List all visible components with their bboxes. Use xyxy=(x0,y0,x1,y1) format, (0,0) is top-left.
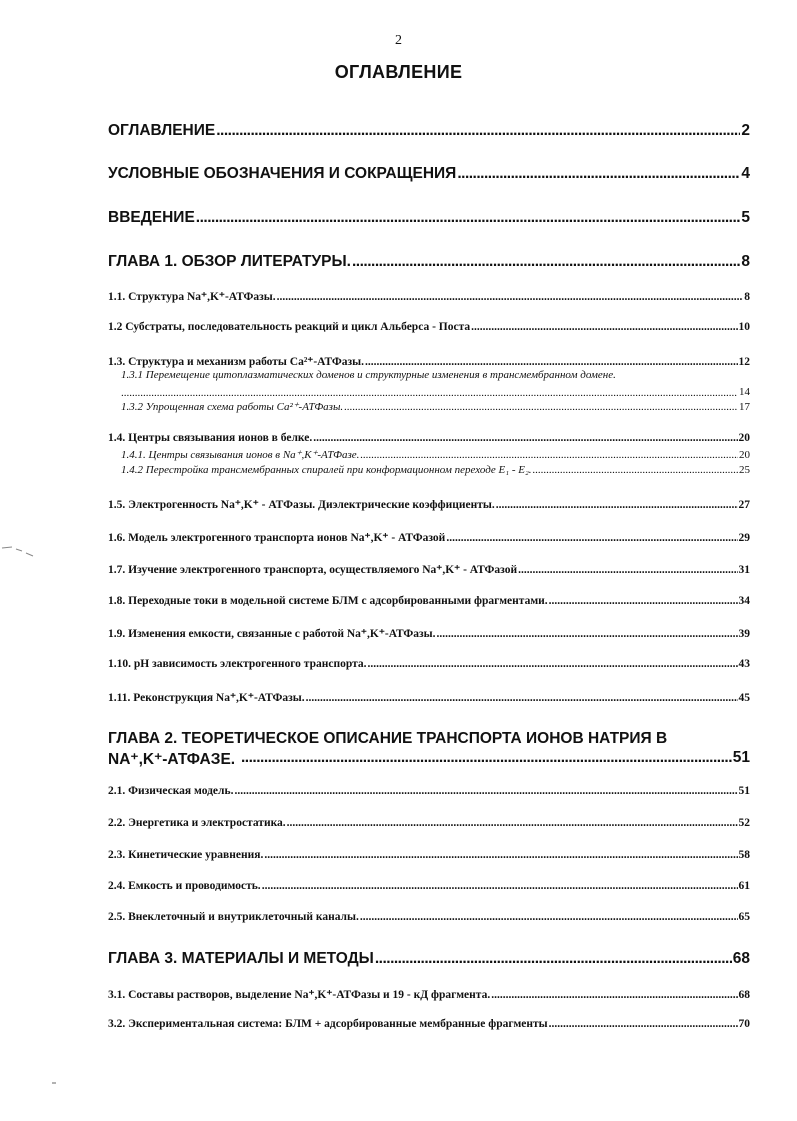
toc-entry-label: 1.8. Переходные токи в модельной системе БЛМ с адсорбированными фрагментами. xyxy=(108,595,548,607)
toc-entry-label: 2.5. Внеклеточный и внутриклеточный каналы. xyxy=(108,911,359,923)
toc-entry-label: 2.4. Емкость и проводимость. xyxy=(108,880,261,892)
toc-entry-1-3-2[interactable] xyxy=(121,400,750,413)
toc-entry-1-11[interactable] xyxy=(108,690,750,704)
toc-entry-label: ВВЕДЕНИЕ xyxy=(108,209,195,226)
toc-entry-label: 2.1. Физическая модель. xyxy=(108,785,234,797)
toc-page-number: 2 xyxy=(741,122,750,139)
toc-page-number: 14 xyxy=(739,386,750,398)
toc-entry-1-4[interactable] xyxy=(108,432,750,444)
toc-entry-label: 1.4. Центры связывания ионов в белке. xyxy=(108,432,313,444)
dot-leader xyxy=(277,291,744,303)
toc-entry-1-4-1[interactable] xyxy=(121,448,750,461)
dot-leader xyxy=(446,532,737,544)
toc-entry-label: 1.1. Структура Na⁺,K⁺-АТФазы. xyxy=(108,291,276,303)
toc-entry-1-3-1[interactable] xyxy=(121,369,750,381)
toc-entry-label: 1.6. Модель электрогенного транспорта ионов Na⁺,K⁺ - АТФазой xyxy=(108,532,446,544)
scan-speck-mark xyxy=(50,1080,60,1086)
toc-entry-2-5[interactable] xyxy=(108,911,750,923)
dot-leader xyxy=(496,499,738,511)
toc-page-number: 27 xyxy=(738,499,750,511)
toc-page-number: 43 xyxy=(738,658,750,670)
toc-entry-1-8[interactable] xyxy=(108,595,750,607)
toc-entry-abbreviations[interactable] xyxy=(108,165,750,183)
toc-page-number: 31 xyxy=(738,564,750,576)
dot-leader xyxy=(533,464,738,476)
toc-entry-chapter-2-leader xyxy=(240,749,750,767)
page-number: 2 xyxy=(395,33,402,48)
toc-entry-1-9[interactable] xyxy=(108,626,750,640)
toc-page-number: 8 xyxy=(744,291,750,303)
toc-page-number: 65 xyxy=(738,911,750,923)
dot-leader xyxy=(457,165,740,183)
toc-page-number: 5 xyxy=(741,209,750,226)
toc-page-number: 29 xyxy=(738,532,750,544)
toc-entry-label: 1.4.1. Центры связывания ионов в Na⁺,K⁺-АТФазе. xyxy=(121,449,360,461)
toc-entry-label: 1.7. Изучение электрогенного транспорта, осуществляемого Na⁺,K⁺ - АТФазой xyxy=(108,564,518,576)
toc-page-number: 45 xyxy=(738,692,750,704)
toc-page-number: 61 xyxy=(738,880,750,892)
toc-page-number: 51 xyxy=(738,785,750,797)
toc-entry-label: ГЛАВА 3. МАТЕРИАЛЫ И МЕТОДЫ xyxy=(108,950,374,967)
toc-entry-3-1[interactable] xyxy=(108,987,750,1001)
toc-entry-1-5[interactable] xyxy=(108,497,750,511)
toc-entry-1-10[interactable] xyxy=(108,658,750,670)
dot-leader xyxy=(196,209,741,227)
toc-entry-chapter-3[interactable] xyxy=(108,950,750,968)
dot-leader xyxy=(344,401,738,413)
toc-page-number: 4 xyxy=(741,165,750,182)
toc-entry-label: 1.11. Реконструкция Na⁺,K⁺-АТФазы. xyxy=(108,692,305,704)
toc-page-number: 34 xyxy=(738,595,750,607)
dot-leader xyxy=(287,817,738,829)
toc-page-number: 68 xyxy=(738,989,750,1001)
toc-page-number: 8 xyxy=(741,253,750,270)
toc-page-number: 39 xyxy=(738,628,750,640)
dot-leader xyxy=(549,1018,738,1030)
dot-leader xyxy=(306,692,738,704)
toc-entry-label: 1.2 Субстраты, последовательность реакций и цикл Альберса - Поста xyxy=(108,321,471,333)
toc-page-number: 10 xyxy=(738,321,750,333)
toc-entry-label: 1.9. Изменения емкости, связанные с работой Na⁺,K⁺-АТФазы. xyxy=(108,628,436,640)
scan-speck-mark xyxy=(0,540,40,560)
dot-leader xyxy=(360,911,738,923)
dot-leader xyxy=(491,989,737,1001)
toc-entry-1-1[interactable] xyxy=(108,289,750,303)
toc-entry-chapter-1[interactable] xyxy=(108,253,750,271)
toc-page-number: 68 xyxy=(732,950,750,967)
dot-leader xyxy=(471,321,737,333)
toc-entry-label: 1.4.2 Перестройка трансмембранных спиралей при конформационном переходе E₁ - E₂. xyxy=(121,464,532,476)
toc-page-number: 17 xyxy=(739,401,750,413)
toc-entry-label: 1.3.2 Упрощенная схема работы Ca²⁺-АТФазы. xyxy=(121,401,344,413)
dot-leader xyxy=(368,658,738,670)
toc-entry-2-2[interactable] xyxy=(108,817,750,829)
dot-leader xyxy=(216,122,740,140)
dot-leader xyxy=(313,432,737,444)
toc-entry-label: 3.2. Экспериментальная система: БЛМ + адсорбированные мембранные фрагменты xyxy=(108,1018,548,1030)
dot-leader xyxy=(241,749,732,767)
toc-entry-1-2[interactable] xyxy=(108,321,750,333)
toc-entry-label: 2.3. Кинетические уравнения. xyxy=(108,849,264,861)
toc-entry-label: 2.2. Энергетика и электростатика. xyxy=(108,817,286,829)
toc-page-number: 51 xyxy=(732,749,750,766)
toc-entry-2-4[interactable] xyxy=(108,880,750,892)
toc-entry-3-2[interactable] xyxy=(108,1018,750,1030)
toc-entry-2-1[interactable] xyxy=(108,785,750,797)
toc-entry-introduction[interactable] xyxy=(108,209,750,227)
dot-leader xyxy=(437,628,738,640)
toc-entry-label: 1.5. Электрогенность Na⁺,K⁺ - АТФазы. Диэлектрические коэффициенты. xyxy=(108,499,495,511)
dot-leader xyxy=(549,595,738,607)
toc-entry-label: 1.3.1 Перемещение цитоплазматических доменов и структурные изменения в трансмембранном домене. xyxy=(121,369,616,381)
toc-page-number: 70 xyxy=(738,1018,750,1030)
toc-entry-label: 1.10. pH зависимость электрогенного транспорта. xyxy=(108,658,367,670)
toc-entry-1-7[interactable] xyxy=(108,562,750,576)
toc-page-number: 25 xyxy=(739,464,750,476)
toc-entry-label: ОГЛАВЛЕНИЕ xyxy=(108,122,216,139)
dot-leader xyxy=(262,880,738,892)
toc-entry-1-4-2[interactable] xyxy=(121,464,750,476)
toc-entry-label: 1.3. Структура и механизм работы Ca²⁺-АТФазы. xyxy=(108,356,364,368)
dot-leader xyxy=(264,849,737,861)
toc-entry-label: ГЛАВА 2. ТЕОРЕТИЧЕСКОЕ ОПИСАНИЕ ТРАНСПОРТА ИОНОВ НАТРИЯ В NA⁺,K⁺-АТФАЗЕ. xyxy=(108,730,668,768)
dot-leader xyxy=(365,356,738,368)
dot-leader xyxy=(234,785,737,797)
dot-leader xyxy=(375,950,732,968)
dot-leader xyxy=(360,449,738,461)
page-title: ОГЛАВЛЕНИЕ xyxy=(334,62,463,82)
toc-page-number: 58 xyxy=(738,849,750,861)
toc-entry-label: 3.1. Составы растворов, выделение Na⁺,K⁺-АТФазы и 19 - кД фрагмента. xyxy=(108,989,491,1001)
toc-page-number: 20 xyxy=(739,449,750,461)
toc-page-number: 20 xyxy=(738,432,750,444)
toc-page-number: 52 xyxy=(738,817,750,829)
dot-leader xyxy=(518,564,737,576)
dot-leader xyxy=(352,253,740,271)
toc-entry-label: УСЛОВНЫЕ ОБОЗНАЧЕНИЯ И СОКРАЩЕНИЯ xyxy=(108,165,457,182)
toc-entry-1-3[interactable] xyxy=(108,354,750,368)
toc-entry-2-3[interactable] xyxy=(108,849,750,861)
toc-entry-contents[interactable] xyxy=(108,122,750,140)
toc-page-number: 12 xyxy=(738,356,750,368)
toc-entry-1-6[interactable] xyxy=(108,530,750,544)
toc-entry-1-3-1-page xyxy=(121,386,750,398)
toc-entry-label: ГЛАВА 1. ОБЗОР ЛИТЕРАТУРЫ. xyxy=(108,253,351,270)
